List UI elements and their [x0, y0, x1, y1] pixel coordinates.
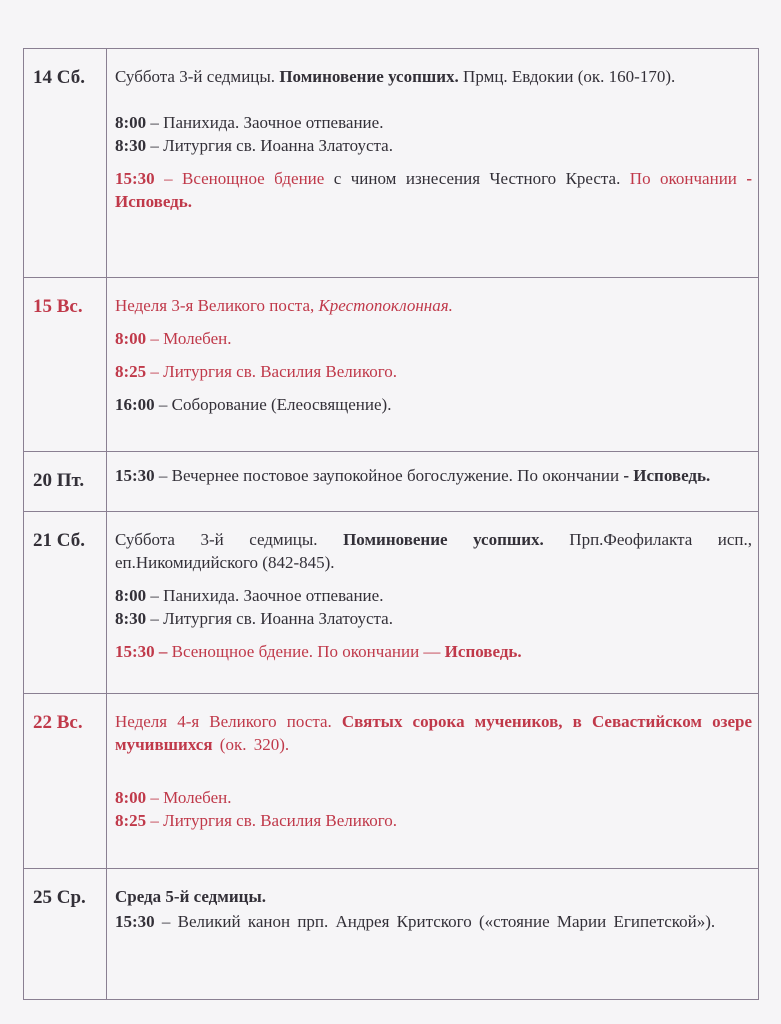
service-text: Всенощное бдение. По окончании —: [167, 642, 445, 661]
service-text: – Вечернее постовое заупокойное богослужение. По окончании: [154, 466, 624, 485]
service-time: 8:00: [115, 788, 147, 807]
date-cell: 21 Сб.: [24, 512, 107, 694]
confession-label: - Исповедь.: [623, 466, 711, 485]
date-cell: 14 Сб.: [24, 49, 107, 278]
intro-text: Суббота 3-й седмицы.: [115, 67, 280, 86]
service-text: – Молебен.: [146, 788, 232, 807]
service-note: По окончании: [629, 169, 747, 188]
service-text: – Молебен.: [146, 329, 232, 348]
intro-highlight: Поминовение усопших.: [279, 67, 459, 86]
intro-saint: (ок. 320).: [212, 735, 290, 754]
service-item: [115, 393, 752, 416]
service-text: – Литургия св. Иоанна Златоуста.: [146, 136, 393, 155]
service-text: – Панихида. Заочное отпевание.: [146, 113, 384, 132]
service-item: [115, 327, 752, 350]
service-item: [115, 111, 752, 134]
intro-highlight: Святых сорока мучеников, в Севастийском озере мучившихся: [115, 712, 752, 754]
confession-label: Исповедь.: [444, 642, 522, 661]
service-item: [115, 786, 752, 809]
service-time: 8:25: [115, 811, 147, 830]
day-content: [107, 869, 758, 999]
service-time: 8:30: [115, 136, 147, 155]
service-item: [115, 607, 752, 630]
service-text: – Литургия св. Иоанна Златоуста.: [146, 609, 393, 628]
schedule-table: [23, 48, 759, 1000]
service-time: 15:30: [115, 912, 155, 931]
service-text: – Литургия св. Василия Великого.: [146, 362, 398, 381]
day-content: [107, 49, 758, 278]
service-text: – Литургия св. Василия Великого.: [146, 811, 398, 830]
day-content: [107, 694, 758, 869]
intro-saint: Прп.Феофилакта исп., еп.Никомидийского (842-845).: [115, 530, 752, 572]
service-item: [115, 360, 752, 383]
day-intro: [115, 528, 752, 574]
service-time: 8:25: [115, 362, 147, 381]
intro-highlight: Крестопоклонная.: [318, 296, 453, 315]
service-text: – Соборование (Елеосвящение).: [154, 395, 392, 414]
day-title: Среда 5-й седмицы.: [115, 887, 266, 906]
evening-service: [115, 640, 752, 663]
service-item: [115, 584, 752, 607]
service-item: [115, 809, 752, 832]
service-time: 16:00: [115, 395, 155, 414]
intro-saint: Прмц. Евдокии (ок. 160-170).: [458, 67, 676, 86]
service-time: 15:30: [115, 466, 155, 485]
service-text: с чином изнесения Честного Креста.: [324, 169, 630, 188]
service-time: 8:00: [115, 586, 147, 605]
service-time: 15:30 –: [115, 642, 168, 661]
intro-text: Суббота 3-й седмицы.: [115, 530, 344, 549]
service-text: – Панихида. Заочное отпевание.: [146, 586, 384, 605]
service-time: 8:00: [115, 113, 147, 132]
service-time: 15:30: [115, 169, 155, 188]
service-time: 8:30: [115, 609, 147, 628]
service-item: [115, 910, 752, 933]
day-content: [107, 278, 758, 452]
day-intro: [115, 710, 752, 756]
service-text: – Всенощное бдение: [154, 169, 325, 188]
day-content: [107, 512, 758, 694]
confession-label: - Исповедь.: [115, 169, 752, 211]
intro-highlight: Поминовение усопших.: [343, 530, 544, 549]
service-text: – Великий канон прп. Андрея Критского («стояние Марии Египетской»).: [154, 912, 716, 931]
date-cell: 22 Вс.: [24, 694, 107, 869]
date-cell: 25 Ср.: [24, 869, 107, 999]
service-time: 8:00: [115, 329, 147, 348]
day-intro: [115, 294, 752, 317]
service-item: [115, 464, 752, 487]
day-intro: [115, 65, 752, 88]
service-item: [115, 134, 752, 157]
date-cell: 20 Пт.: [24, 452, 107, 512]
day-content: [107, 452, 758, 512]
evening-service: [115, 167, 752, 213]
date-cell: 15 Вс.: [24, 278, 107, 452]
intro-text: Неделя 4-я Великого поста.: [115, 712, 342, 731]
intro-text: Неделя 3-я Великого поста,: [115, 296, 319, 315]
